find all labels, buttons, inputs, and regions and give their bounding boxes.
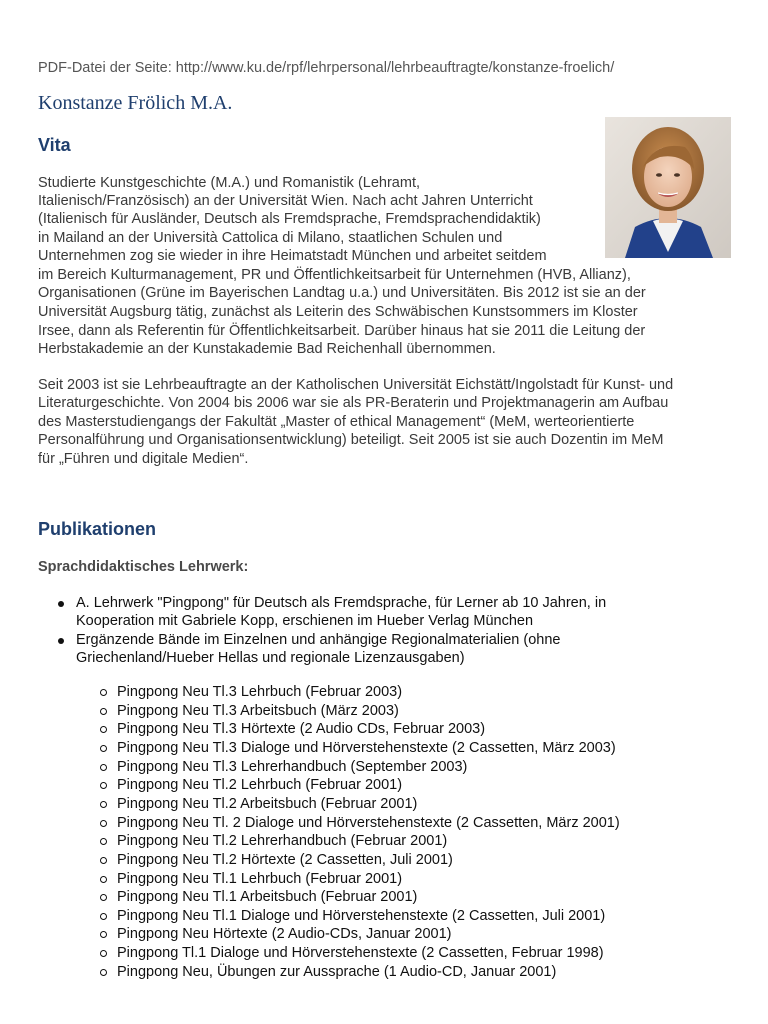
vita-paragraph-1-line: Organisationen (Grüne im Bayerischen Landtag u.a.) und Universitäten. Bis 2012 ist sie an der [38,285,646,301]
hollow-bullet-icon [100,726,107,733]
hollow-bullet-icon [100,708,107,715]
sub-list-item-label: Pingpong Neu Tl.3 Dialoge und Hörverstehenstexte (2 Cassetten, März 2003) [117,739,616,756]
publications-heading: Publikationen [38,519,157,539]
hollow-bullet-icon [100,820,107,827]
vita-paragraph-2-line: Personalführung und Organisationsentwicklung) beteiligt. Seit 2005 ist sie auch Dozentin im MeM [38,432,664,448]
hollow-bullet-icon [100,913,107,920]
vita-paragraph-1-line: in Mailand an der Università Cattolica di Milano, staatlichen Schulen und [38,230,503,246]
hollow-bullet-icon [100,931,107,938]
sub-list-item-label: Pingpong Neu Tl.3 Hörtexte (2 Audio CDs, Februar 2003) [117,721,486,738]
vita-paragraph-1-line: Italienisch/Französisch) an der Universität Wien. Nach acht Jahren Unterricht [38,193,533,209]
sub-list-item-label: Pingpong Tl.1 Dialoge und Hörverstehenstexte (2 Cassetten, Februar 1998) [117,945,604,962]
sub-list-item-label: Pingpong Neu Tl.2 Lehrerhandbuch (Februar 2001) [117,833,448,850]
vita-paragraph-1-line: im Bereich Kulturmanagement, PR und Öffentlichkeitsarbeit für Unternehmen (HVB, Allianz), [38,267,631,283]
vita-paragraph-2-line: Seit 2003 ist sie Lehrbeauftragte an der Katholischen Universität Eichstätt/Ingolstadt für Kunst- und [38,377,674,393]
list-item: A. Lehrwerk "Pingpong" für Deutsch als Fremdsprache, für Lerner ab 10 Jahren, in [76,595,607,611]
hollow-bullet-icon [100,969,107,976]
hollow-bullet-icon [100,876,107,883]
vita-paragraph-1-line: Universität Augsburg tätig, zunächst als Leiterin des Schwäbischen Kunstsommers im Kloster [38,304,638,320]
sub-list-item-label: Pingpong Neu, Übungen zur Aussprache (1 Audio-CD, Januar 2001) [117,963,557,980]
sub-list-item-label: Pingpong Neu Tl. 2 Dialoge und Hörverstehenstexte (2 Cassetten, März 2001) [117,814,620,831]
vita-paragraph-1-line: Studierte Kunstgeschichte (M.A.) und Romanistik (Lehramt, [38,175,420,191]
hollow-bullet-icon [100,950,107,957]
vita-paragraph-2-line: des Masterstudiengangs der Fakultät „Master of ethical Management“ (MeM, werteorientierte [38,414,635,430]
sub-list-item-label: Pingpong Neu Tl.3 Arbeitsbuch (März 2003) [117,702,399,719]
sub-list-item-label: Pingpong Neu Tl.3 Lehrbuch (Februar 2003) [117,684,403,700]
vita-paragraph-1-line: Unternehmen zog sie wieder in ihre Heimatstadt München und arbeitet seitdem [38,248,547,264]
hollow-bullet-icon [100,764,107,771]
sub-list-item-label: Pingpong Neu Tl.2 Hörtexte (2 Cassetten, Juli 2001) [117,851,453,868]
hollow-bullet-icon [100,782,107,789]
list-item: Ergänzende Bände im Einzelnen und anhängige Regionalmaterialien (ohne [76,632,561,648]
hollow-bullet-icon [100,838,107,845]
hollow-bullet-icon [100,745,107,752]
hollow-bullet-icon [100,857,107,864]
publications-subheading: Sprachdidaktisches Lehrwerk: [38,559,249,575]
vita-paragraph-1-line: (Italienisch für Ausländer, Deutsch als Fremdsprache, Fremdsprachendidaktik) [38,211,541,227]
sub-list-item-label: Pingpong Neu Tl.1 Lehrbuch (Februar 2001) [117,870,403,887]
hollow-bullet-icon [100,801,107,808]
sub-list-item-label: Pingpong Neu Tl.1 Arbeitsbuch (Februar 2001) [117,889,418,906]
sub-list-item-label: Pingpong Neu Tl.2 Lehrbuch (Februar 2001) [117,777,403,794]
pdf-source-line: PDF-Datei der Seite: http://www.ku.de/rpf/lehrpersonal/lehrbeauftragte/konstanze-froelich/ [38,60,615,76]
sub-list-item-label: Pingpong Neu Hörtexte (2 Audio-CDs, Januar 2001) [117,926,452,943]
vita-paragraph-2-line: für „Führen und digitale Medien“. [38,451,249,467]
list-item-continuation: Griechenland/Hueber Hellas und regionale Lizenzausgaben) [76,650,465,666]
portrait-photo [605,117,731,258]
sub-list-item-label: Pingpong Neu Tl.1 Dialoge und Hörverstehenstexte (2 Cassetten, Juli 2001) [117,907,606,924]
list-item-continuation: Kooperation mit Gabriele Kopp, erschienen im Hueber Verlag München [76,613,534,629]
vita-paragraph-2-line: Literaturgeschichte. Von 2004 bis 2006 war sie als PR-Beraterin und Projektmanagerin am Aufbau [38,395,669,411]
page-title: Konstanze Frölich M.A. [38,92,233,114]
vita-paragraph-1-line: Herbstakademie an der Kunstakademie Bad Reichenhall übernommen. [38,341,496,357]
hollow-bullet-icon [100,689,107,696]
bullet-icon [58,638,64,644]
vita-paragraph-1-line: Irsee, dann als Referentin für Öffentlichkeitsarbeit. Darüber hinaus hat sie 2011 die Leitung der [38,323,646,339]
hollow-bullet-icon [100,894,107,901]
sub-list-item-label: Pingpong Neu Tl.2 Arbeitsbuch (Februar 2001) [117,795,418,812]
bullet-icon [58,601,64,607]
vita-heading: Vita [38,135,71,155]
sub-list-item-label: Pingpong Neu Tl.3 Lehrerhandbuch (September 2003) [117,758,468,775]
